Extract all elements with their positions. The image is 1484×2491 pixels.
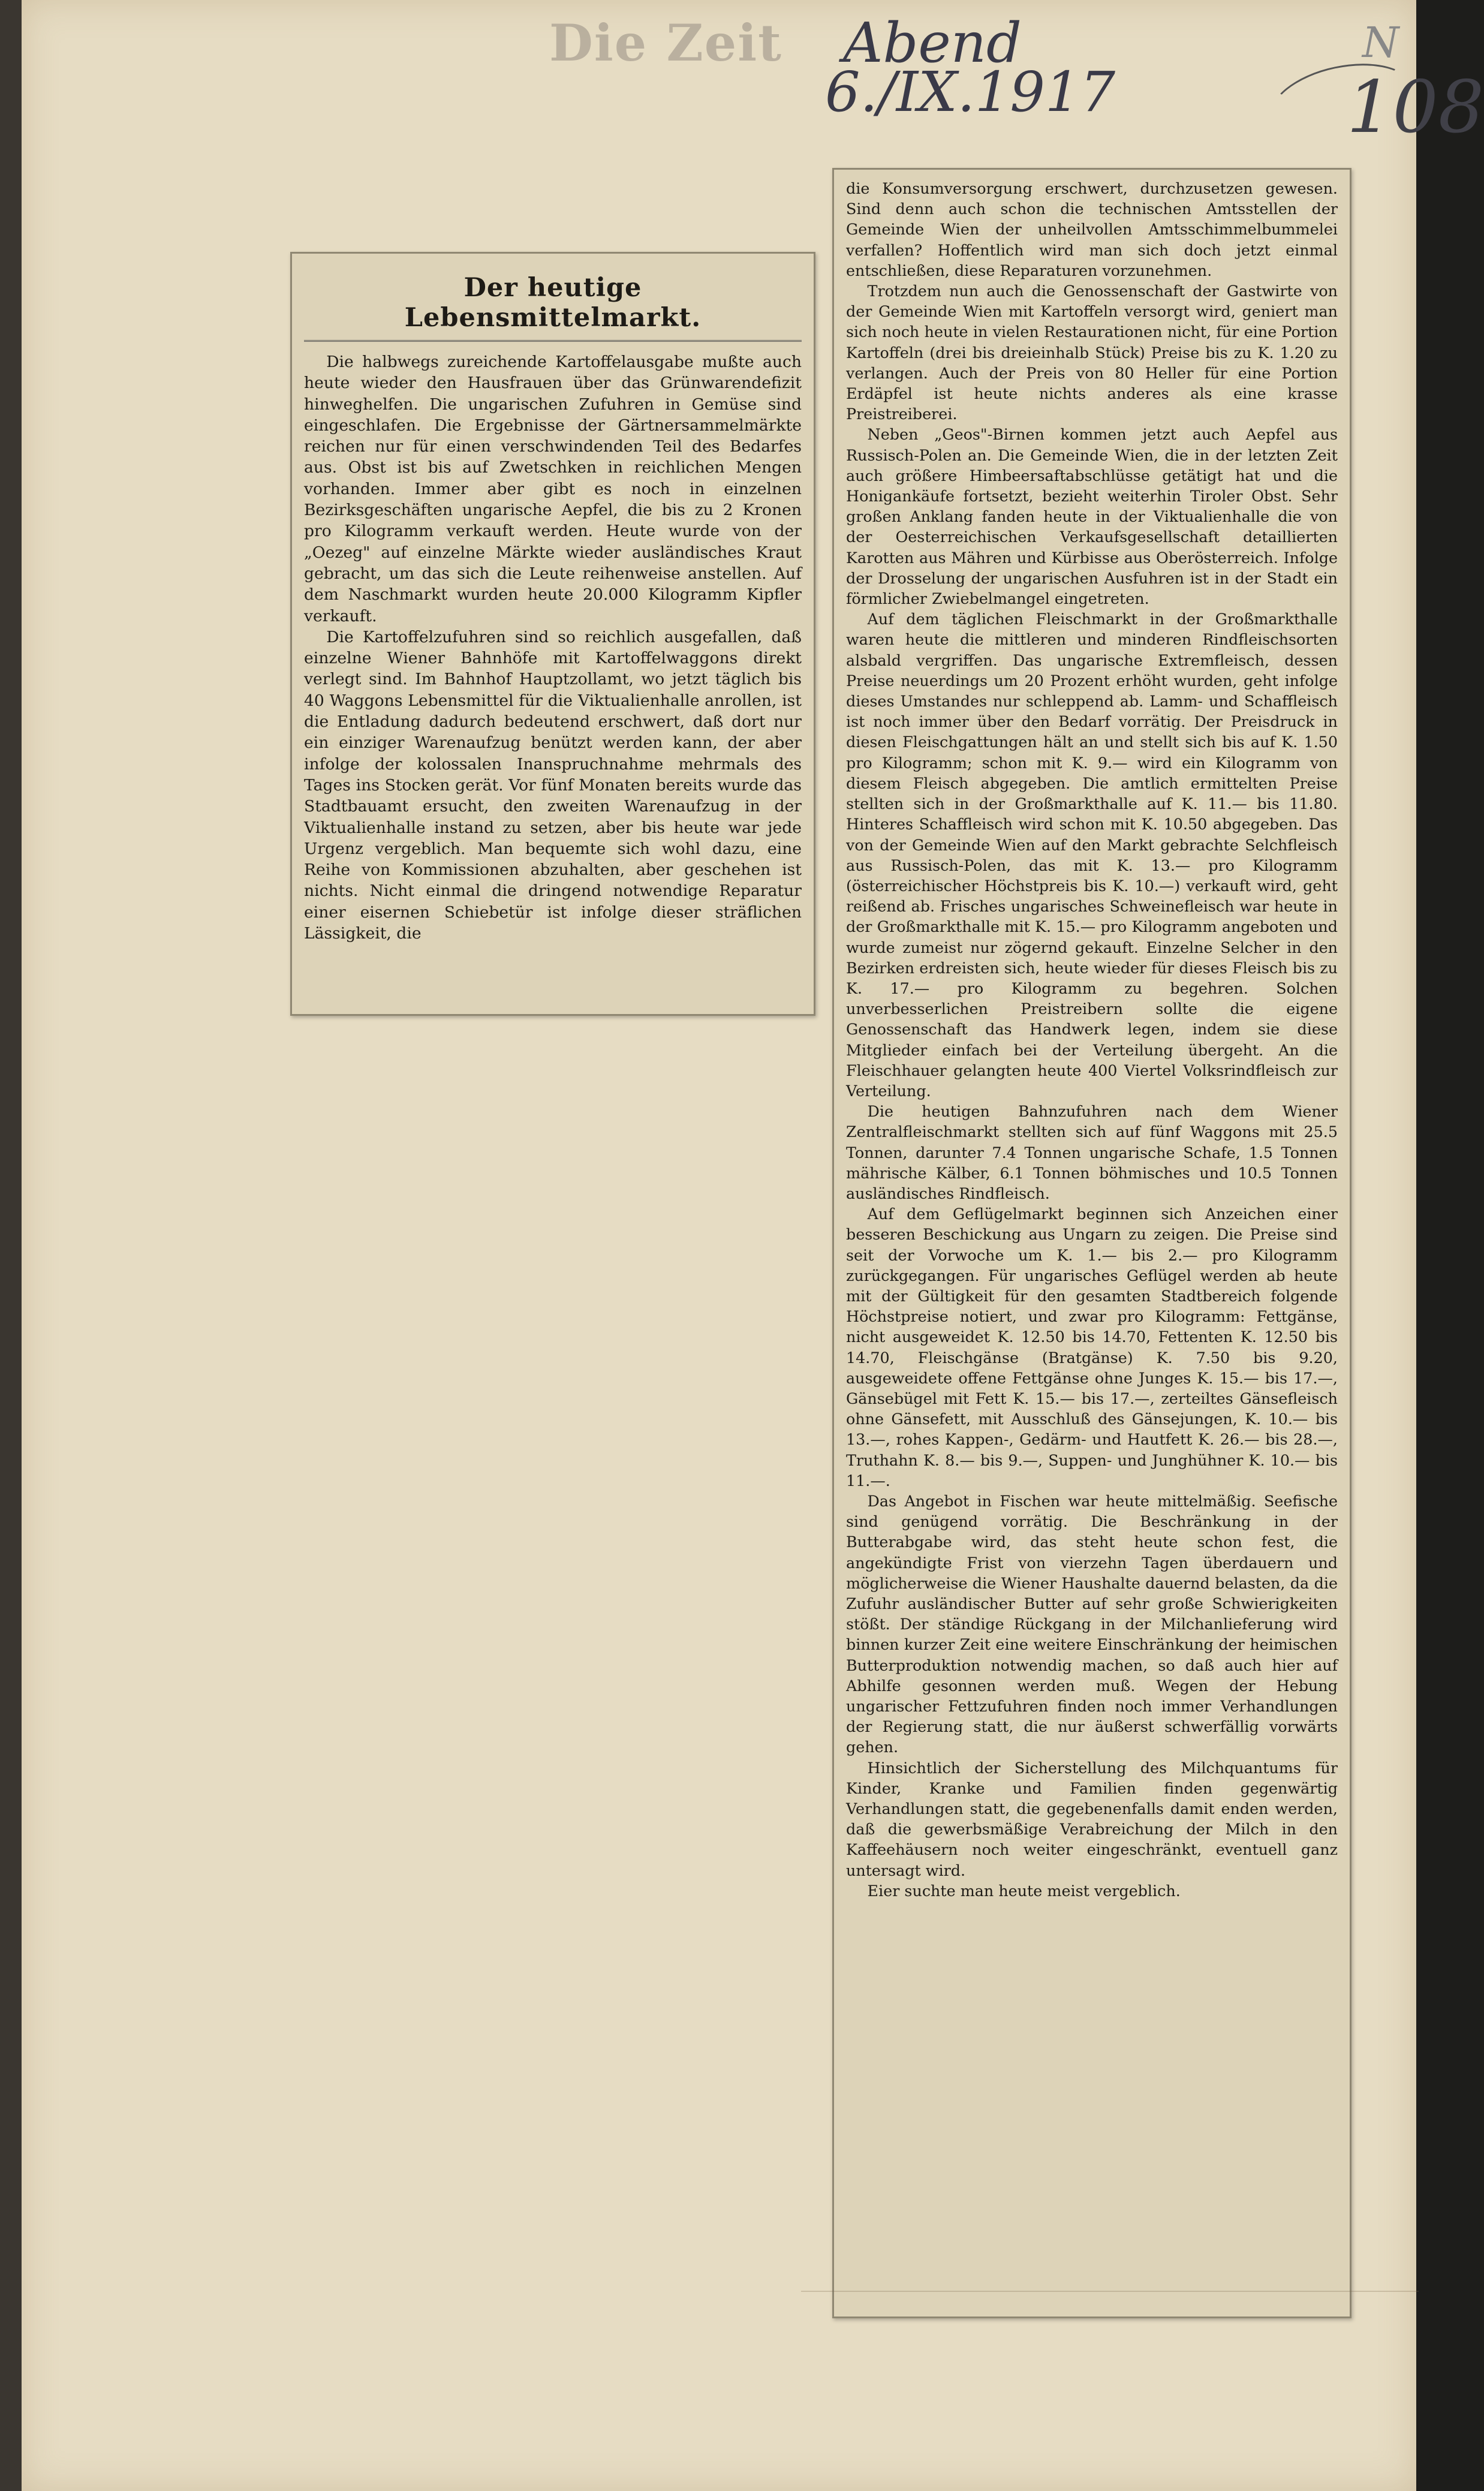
clipping-right-column — [832, 168, 1351, 2318]
right-column-text — [846, 178, 1338, 1901]
scan-edge — [0, 0, 22, 2491]
handwritten-edition: Abend — [843, 11, 1022, 75]
paragraph: die Konsumversorgung erschwert, durchzusetzen gewesen. Sind denn auch schon die technischen Amtsstellen der Gemeinde Wien der unheilvollen Amtsschimmelbummelei verfallen? Hoffentlich wird man sich doch jetzt einmal entschließen, diese Reparaturen vorzunehmen. — [846, 179, 1338, 279]
paragraph: Die heutigen Bahnzufuhren nach dem Wiener Zentralfleischmarkt stellten sich auf fünf Waggons mit 25.5 Tonnen, darunter 7.4 Tonnen ungarische Schafe, 1.5 Tonnen mährische Kälber, 6.1 Tonnen böhmisches und 10.5 Tonnen ausländisches Rindfleisch. — [846, 1102, 1338, 1202]
handwritten-corner-mark: N — [1362, 18, 1399, 67]
paragraph: Hinsichtlich der Sicherstellung des Milchquantums für Kinder, Kranke und Familien finden gegenwärtig Verhandlungen statt, die gegebenenfalls damit enden werden, daß die gewerbsmäßige Verabreichung der Milch in den Kaffeehäusern noch weiter eingeschränkt, eventuell ganz untersagt wird. — [846, 1758, 1338, 1879]
article-title: Der heutige Lebensmittelmarkt. — [304, 254, 802, 342]
handwritten-date: 6./IX.1917 — [825, 60, 1115, 124]
paragraph: Das Angebot in Fischen war heute mittelmäßig. Seefische sind genügend vorrätig. Die Beschränkung in der Butterabgabe wird, das steht heute schon fest, die angekündigte Frist von vierzehn Tagen überdauern und möglicherweise die Wiener Haushalte dauernd belasten, da die Zufuhr ausländischer Butter auf sehr große Schwierigkeiten stößt. Der ständige Rückgang in der Milchanlieferung wird binnen kurzer Zeit eine weitere Einschränkung der heimischen Butterproduktion notwendig machen, so daß auch hier auf Abhilfe gesonnen werden muß. Wegen der Hebung ungarischer Fettzufuhren finden noch immer Verhandlungen der Regierung statt, die nur äußerst schwerfällig vorwärts gehen. — [846, 1492, 1338, 1756]
paragraph: Auf dem Geflügelmarkt beginnen sich Anzeichen einer besseren Beschickung aus Ungarn zu zeigen. Die Preise sind seit der Vorwoche um K. 1.— bis 2.— pro Kilogramm zurückgegangen. Für ungarisches Geflügel werden ab heute mit der Gültigkeit für den gesamten Stadtbereich folgende Höchstpreise notiert, und zwar pro Kilogramm: Fettgänse, nicht ausgeweidet K. 12.50 bis 14.70, Fettenten K. 12.50 bis 14.70, Fleischgänse (Bratgänse) K. 7.50 bis 9.20, ausgeweidete offene Fettgänse ohne Junges K. 15.— bis 17.—, Gänsebügel mit Fett K. 15.— bis 17.—, zerteiltes Gänsefleisch ohne Gänsefett, mit Ausschluß des Gänsejungen, K. 10.— bis 13.—, rohes Kappen-, Gedärm- und Hautfett K. 26.— bis 28.—, Truthahn K. 8.— bis 9.—, Suppen- und Junghühner K. 10.— bis 11.—. — [846, 1205, 1338, 1490]
handwritten-folio-number: 108 — [1347, 66, 1484, 149]
paragraph: Trotzdem nun auch die Genossenschaft der Gastwirte von der Gemeinde Wien mit Kartoffeln versorgt wird, geniert man sich noch heute in vielen Restaurationen nicht, für eine Portion Kartoffeln (drei bis dreieinhalb Stück) Preise bis zu K. 1.20 zu verlangen. Auch der Preis von 80 Heller für eine Portion Erdäpfel ist heute nichts anderes als eine krasse Preistreiberei. — [846, 282, 1338, 423]
paragraph: Eier suchte man heute meist vergeblich. — [867, 1881, 1181, 1900]
paragraph: Neben „Geos"-Birnen kommen jetzt auch Aepfel aus Russisch-Polen an. Die Gemeinde Wien, die in der letzten Zeit auch größere Himbeersaftabschlüsse getätigt hat und die Honigankäufe fortsetzt, bezieht weiterhin Tiroler Obst. Sehr großen Anklang fanden heute in der Viktualienhalle die von der Oesterreichischen Verkaufsgesellschaft detaillierten Karotten aus Mähren und Kürbisse aus Oberösterreich. Infolge der Drosselung der ungarischen Ausfuhren ist in der Stadt ein förmlicher Zwiebelmangel eingetreten. — [846, 425, 1338, 608]
paragraph: Die Kartoffelzufuhren sind so reichlich ausgefallen, daß einzelne Wiener Bahnhöfe mit Kartoffelwaggons direkt verlegt sind. Im Bahnhof Hauptzollamt, wo jetzt täglich bis 40 Waggons Lebensmittel für die Viktualienhalle anrollen, ist die Entladung dadurch bedeutend erschwert, daß dort nur ein einziger Warenaufzug benützt werden kann, der aber infolge der kolossalen Inanspruchnahme mehrmals des Tages ins Stocken gerät. Vor fünf Monaten bereits wurde das Stadtbauamt ersucht, den zweiten Warenaufzug in der Viktualienhalle instand zu setzen, aber bis heute war jede Urgenz vergeblich. Man bequemte sich wohl dazu, eine Reihe von Kommissionen abzuhalten, aber geschehen ist nichts. Nicht einmal die dringend notwendige Reparatur einer eisernen Schiebetür ist infolge dieser sträflichen Lässigkeit, die — [304, 627, 802, 943]
paragraph: Auf dem täglichen Fleischmarkt in der Großmarkthalle waren heute die mittleren und minderen Rindfleischsorten alsbald vergriffen. Das ungarische Extremfleisch, dessen Preise neuerdings um 20 Prozent erhöht wurden, geht infolge dieses Umstandes nur schleppend ab. Lamm- und Schaffleisch ist noch immer über den Bedarf vorrätig. Der Preisdruck in diesen Fleischgattungen hält an und stellt sich bis auf K. 1.50 pro Kilogramm; schon mit K. 9.— wird ein Kilogramm von diesem Fleisch abgegeben. Die amtlich ermittelten Preise stellten sich in der Großmarkthalle auf K. 11.— bis 11.80. Hinteres Schaffleisch wird schon mit K. 10.50 abgegeben. Das von der Gemeinde Wien auf den Markt gebrachte Selchfleisch aus Russisch-Polen, das mit K. 13.— pro Kilogramm (österreichischer Höchstpreis bis K. 10.—) verkauft wird, geht reißend ab. Frisches ungarisches Schweinefleisch war heute in der Großmarkthalle mit K. 15.— pro Kilogramm angeboten und wurde zumeist nur zögernd gekauft. Einzelne Selcher in den Bezirken erdreisten sich, heute wieder für dieses Fleisch bis zu K. 17.— pro Kilogramm zu begehren. Solchen unverbesserlichen Preistreibern sollte die eigene Genossenschaft das Handwerk legen, indem sie diese Mitglieder einfach bei der Verteilung übergeht. An die Fleischhauer gelangten heute 400 Viertel Volksrindfleisch zur Verteilung. — [846, 610, 1338, 1100]
clipping-left-column — [290, 252, 815, 1016]
newspaper-stamp: Die Zeit — [549, 13, 782, 73]
left-column-text — [304, 351, 802, 944]
archive-sheet — [22, 0, 1484, 2491]
paper-fold-line — [801, 2291, 1419, 2292]
paragraph: Die halbwegs zureichende Kartoffelausgabe mußte auch heute wieder den Hausfrauen über das Grünwarendefizit hinweghelfen. Die ungarischen Zufuhren in Gemüse sind eingeschlafen. Die Ergebnisse der Gärtnersammelmärkte reichen nur für einen verschwindenden Teil des Bedarfes aus. Obst ist bis auf Zwetschken in reichlichen Mengen vorhanden. Immer aber gibt es noch in einzelnen Bezirksgeschäften ungarische Aepfel, die bis zu 2 Kronen pro Kilogramm verkauft werden. Heute wurde von der „Oezeg" auf einzelne Märkte wieder ausländisches Kraut gebracht, um das sich die Leute reihenweise anstellen. Auf dem Naschmarkt wurden heute 20.000 Kilogramm Kipfler verkauft. — [304, 353, 802, 625]
